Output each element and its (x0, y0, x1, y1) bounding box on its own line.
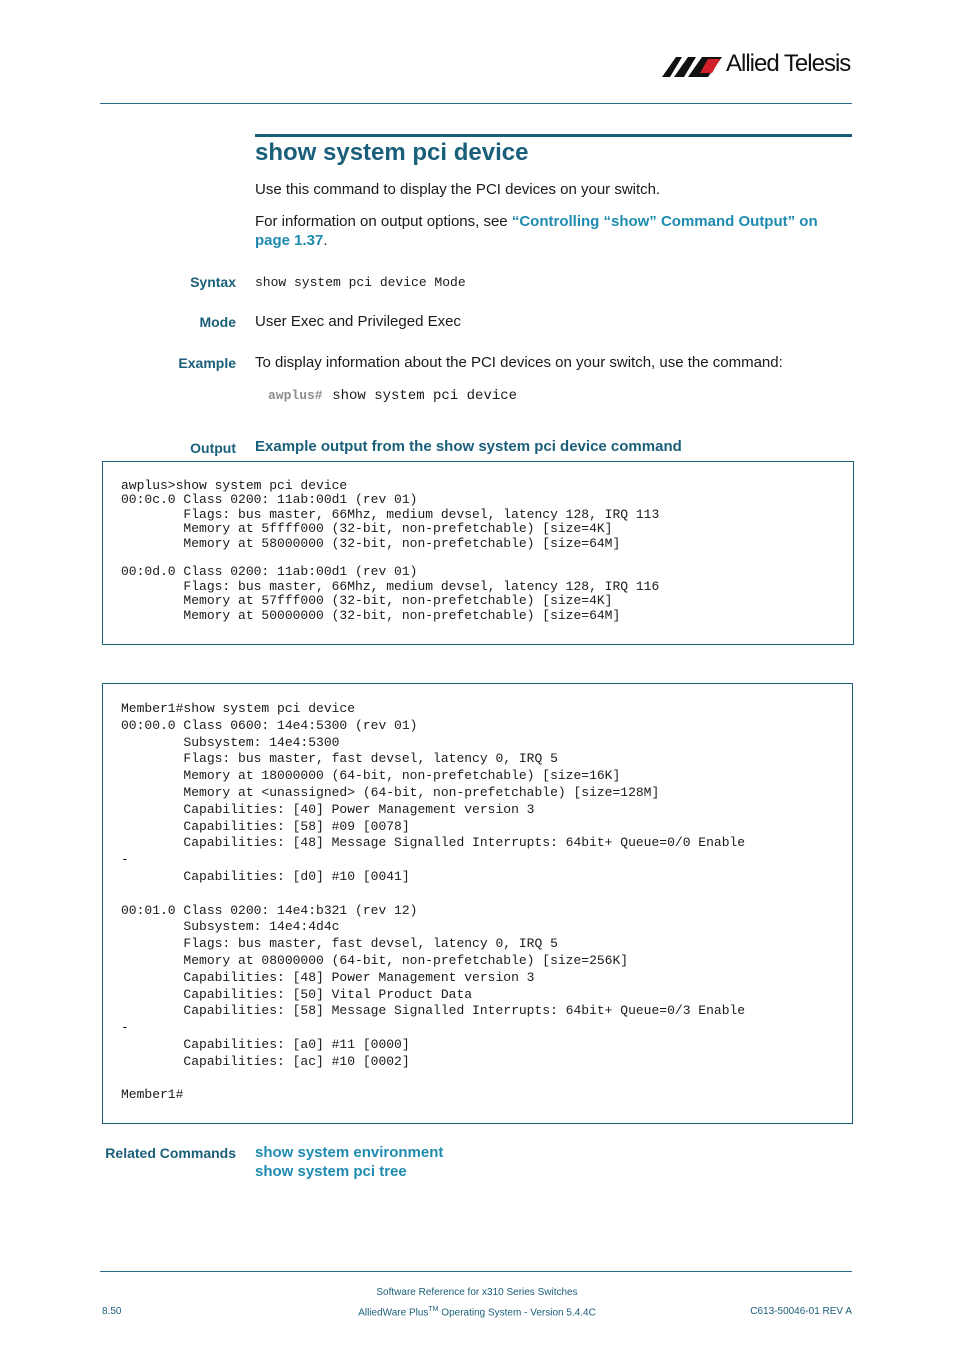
title-rule (255, 134, 852, 137)
allied-telesis-logo (662, 50, 854, 80)
footer-doc-id: C613-50046-01 REV A (750, 1306, 852, 1317)
footer-rule (100, 1271, 852, 1272)
footer-trademark: TM (428, 1306, 439, 1313)
example-command-line (268, 386, 517, 404)
logo-mark-icon (662, 53, 722, 79)
info-paragraph (255, 212, 852, 250)
output-code-2: Member1#show system pci device 00:00.0 Class 0600: 14e4:5300 (rev 01) Subsystem: 14e4:5300 Flags: bus master, fast devsel, latency 0, IRQ 5 Memory at 18000000 (64-bit, non-prefetchable) [size=16K] Memory at <unassigned> (64-bit, non-prefetchable) [size=128M] Capabilities: [40] Power Management version 3 Capabilities: [58] #09 [0078] Capabilities: [48] Message Signalled Interrupts: 64bit+ Queue=0/0 Enable - Capabilities: [d0] #10 [0041] 00:01.0 Class 0200: 14e4:b321 (rev 12) Subsystem: 14e4:4d4c Flags: bus master, fast devsel, latency 0, IRQ 5 Memory at 08000000 (64-bit, non-prefetchable) [size=256K] Capabilities: [48] Power Management version 3 Capabilities: [50] Vital Product Data Capabilities: [58] Message Signalled Interrupts: 64bit+ Queue=0/3 Enable - Capabilities: [a0] #11 [0000] Capabilities: [ac] #10 [0002] Member1# (121, 701, 746, 1103)
mode-text: User Exec and Privileged Exec (255, 313, 461, 330)
output-box-2 (102, 683, 853, 1124)
info-prefix: For information on output options, see (255, 213, 512, 230)
footer-title: Software Reference for x310 Series Switches (376, 1287, 578, 1298)
output-options-link[interactable]: “Controlling “show” Command Output” on (511, 213, 818, 230)
output-options-page-link[interactable]: page 1.37 (255, 232, 324, 249)
related-link-show-system-pci-tree[interactable]: show system pci tree (255, 1163, 407, 1180)
output-label: Output (190, 440, 236, 456)
related-commands-label: Related Commands (105, 1145, 236, 1161)
header-rule (100, 103, 852, 104)
example-label: Example (178, 355, 236, 371)
example-text: To display information about the PCI devices on your switch, use the command: (255, 354, 783, 371)
example-prompt: awplus# (268, 388, 323, 403)
example-command: show system pci device (332, 388, 518, 404)
related-link-show-system-environment[interactable]: show system environment (255, 1144, 444, 1161)
footer-page-number: 8.50 (102, 1306, 122, 1317)
footer-product-prefix: AlliedWare Plus (358, 1307, 429, 1319)
intro-text: Use this command to display the PCI devices on your switch. (255, 181, 661, 198)
output-caption: Example output from the show system pci device command (255, 438, 682, 455)
mode-label: Mode (199, 314, 236, 330)
info-suffix: . (323, 232, 328, 249)
footer-product-suffix: Operating System - Version 5.4.4C (438, 1307, 596, 1319)
output-code-1: awplus>show system pci device 00:0c.0 Class 0200: 11ab:00d1 (rev 01) Flags: bus master, 66Mhz, medium devsel, latency 128, IRQ 113 Memory at 5ffff000 (32-bit, non-prefetchable) [size=4K] Memory at 58000000 (32-bit, non-prefetchable) [size=64M] 00:0d.0 Class 0200: 11ab:00d1 (rev 01) Flags: bus master, 66Mhz, medium devsel, latency 128, IRQ 116 Memory at 57fff000 (32-bit, non-prefetchable) [size=4K] Memory at 50000000 (32-bit, non-prefetchable) [size=64M] (121, 478, 660, 623)
brand-name: Allied Telesis (726, 50, 851, 77)
output-box-1 (102, 461, 854, 645)
syntax-label: Syntax (190, 274, 236, 290)
page-title: show system pci device (255, 139, 529, 166)
syntax-command: show system pci device Mode (255, 275, 466, 290)
